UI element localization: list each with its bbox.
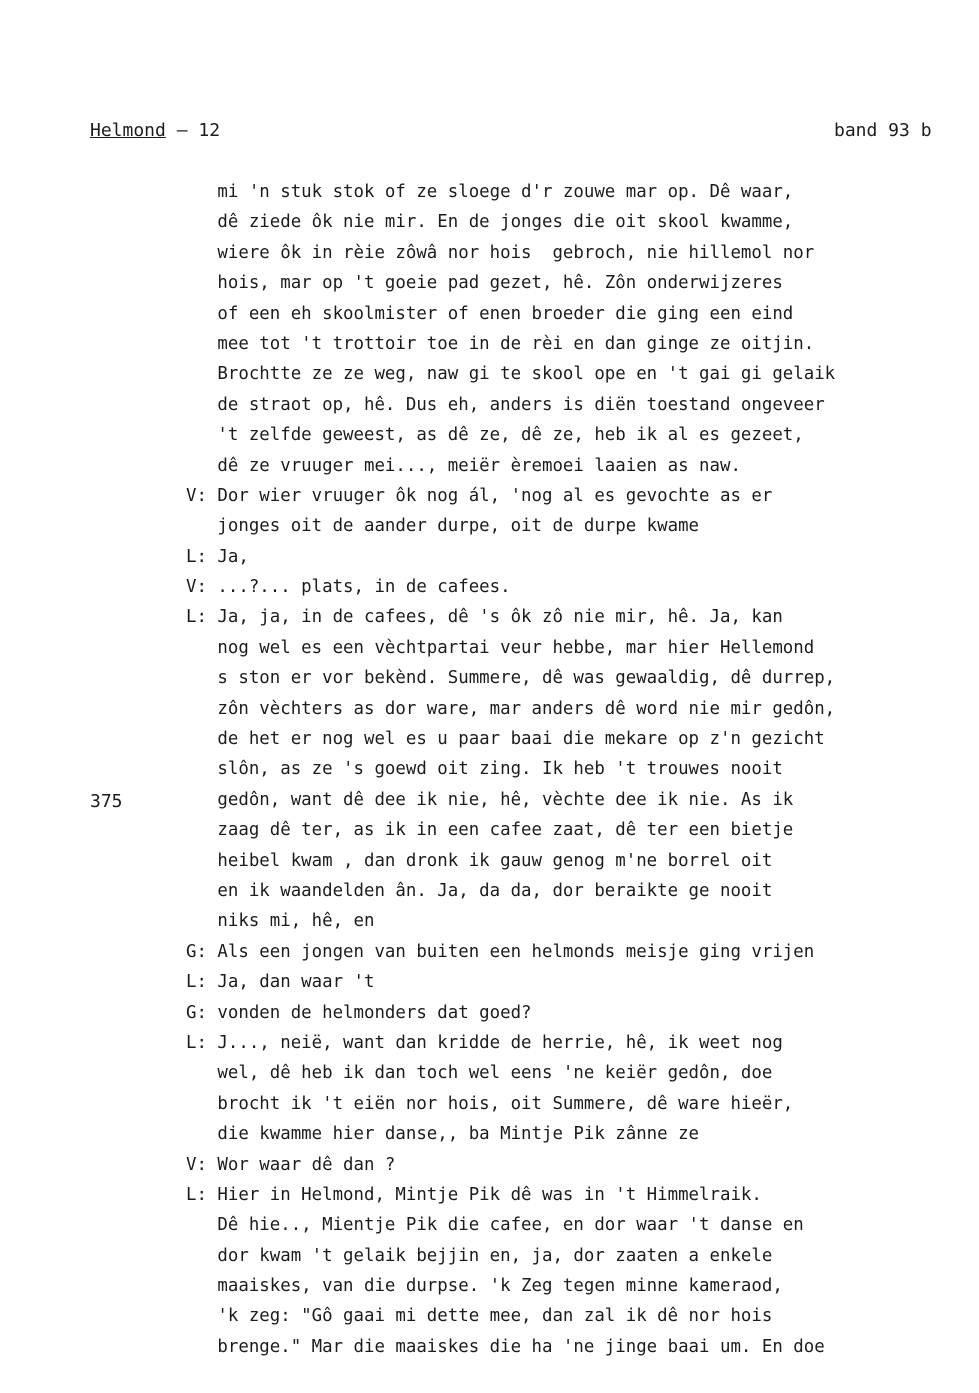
transcript-line: 'k zeg: "Gô gaai mi dette mee, dan zal ik dê nor hois bbox=[186, 1306, 773, 1327]
transcript-line: wiere ôk in rèie zôwâ nor hois gebroch, nie hillemol nor bbox=[186, 242, 815, 263]
transcript-line: Dê hie.., Mientje Pik die cafee, en dor waar 't danse en bbox=[186, 1215, 804, 1236]
page-header-left bbox=[90, 120, 220, 141]
transcript-line: L: Ja, dan waar 't bbox=[186, 972, 375, 993]
transcript-line: mee tot 't trottoir toe in de rèi en dan ginge ze oitjin. bbox=[186, 333, 815, 354]
margin-line-number: 375 bbox=[90, 791, 123, 812]
transcript-line: maaiskes, van die durpse. 'k Zeg tegen minne kameraod, bbox=[186, 1276, 783, 1297]
transcript-line: de het er nog wel es u paar baai die mekare op z'n gezicht bbox=[186, 729, 825, 750]
transcript-line: V: Wor waar dê dan ? bbox=[186, 1154, 396, 1175]
transcript-line: L: J..., neië, want dan kridde de herrie, hê, ik weet nog bbox=[186, 1032, 783, 1053]
transcript-line: jonges oit de aander durpe, oit de durpe kwame bbox=[186, 516, 700, 537]
transcript-line: L: Hier in Helmond, Mintje Pik dê was in 't Himmelraik. bbox=[186, 1184, 762, 1205]
transcript-line: niks mi, hê, en bbox=[186, 911, 375, 932]
transcript-body bbox=[186, 177, 961, 1362]
transcript-line: L: Ja, bbox=[186, 546, 249, 567]
transcript-line: G: Als een jongen van buiten een helmonds meisje ging vrijen bbox=[186, 941, 815, 962]
transcript-line: G: vonden de helmonders dat goed? bbox=[186, 1002, 532, 1023]
band-label: band 93 b bbox=[834, 120, 932, 141]
transcript-line: slôn, as ze 's goewd oit zing. Ik heb 't trouwes nooit bbox=[186, 759, 783, 780]
transcript-line: nog wel es een vèchtpartai veur hebbe, mar hier Hellemond bbox=[186, 637, 815, 658]
page-number: 12 bbox=[198, 120, 221, 141]
header-separator: – bbox=[165, 120, 199, 141]
transcript-line: V: Dor wier vruuger ôk nog ál, 'nog al es gevochte as er bbox=[186, 485, 773, 506]
place-name: Helmond bbox=[90, 120, 166, 141]
transcript-line: s ston er vor bekènd. Summere, dê was gewaaldig, dê durrep, bbox=[186, 668, 836, 689]
transcript-line: en ik waandelden ân. Ja, da da, dor beraikte ge nooit bbox=[186, 880, 773, 901]
transcript-line: gedôn, want dê dee ik nie, hê, vèchte dee ik nie. As ik bbox=[186, 789, 794, 810]
transcript-line: Brochtte ze ze weg, naw gi te skool ope en 't gai gi gelaik bbox=[186, 364, 836, 385]
transcript-line: dor kwam 't gelaik bejjin en, ja, dor zaaten a enkele bbox=[186, 1245, 773, 1266]
transcript-line: die kwamme hier danse,, ba Mintje Pik zânne ze bbox=[186, 1124, 700, 1145]
transcript-line: of een eh skoolmister of enen broeder die ging een eind bbox=[186, 303, 794, 324]
transcript-line: mi 'n stuk stok of ze sloege d'r zouwe mar op. Dê waar, bbox=[186, 182, 794, 202]
transcript-line: brocht ik 't eiën nor hois, oit Summere, dê ware hieër, bbox=[186, 1093, 794, 1114]
transcript-line: zôn vèchters as dor ware, mar anders dê word nie mir gedôn, bbox=[186, 698, 836, 719]
transcript-line: V: ...?... plats, in de cafees. bbox=[186, 577, 511, 598]
transcript-line: dê ziede ôk nie mir. En de jonges die oit skool kwamme, bbox=[186, 212, 794, 233]
transcript-line: dê ze vruuger mei..., meiër èremoei laaien as naw. bbox=[186, 455, 741, 476]
transcript-line: heibel kwam , dan dronk ik gauw genog m'ne borrel oit bbox=[186, 850, 773, 871]
transcript-line: brenge." Mar die maaiskes die ha 'ne jinge baai um. En doe bbox=[186, 1336, 825, 1357]
transcript-line: hois, mar op 't goeie pad gezet, hê. Zôn onderwijzeres bbox=[186, 273, 783, 294]
transcript-line: zaag dê ter, as ik in een cafee zaat, dê ter een bietje bbox=[186, 820, 794, 841]
transcript-line: de straot op, hê. Dus eh, anders is diën toestand ongeveer bbox=[186, 394, 825, 415]
transcript-line: L: Ja, ja, in de cafees, dê 's ôk zô nie mir, hê. Ja, kan bbox=[186, 607, 783, 628]
transcript-line: 't zelfde geweest, as dê ze, dê ze, heb ik al es gezeet, bbox=[186, 425, 804, 446]
transcript-line: wel, dê heb ik dan toch wel eens 'ne keiër gedôn, doe bbox=[186, 1063, 773, 1084]
